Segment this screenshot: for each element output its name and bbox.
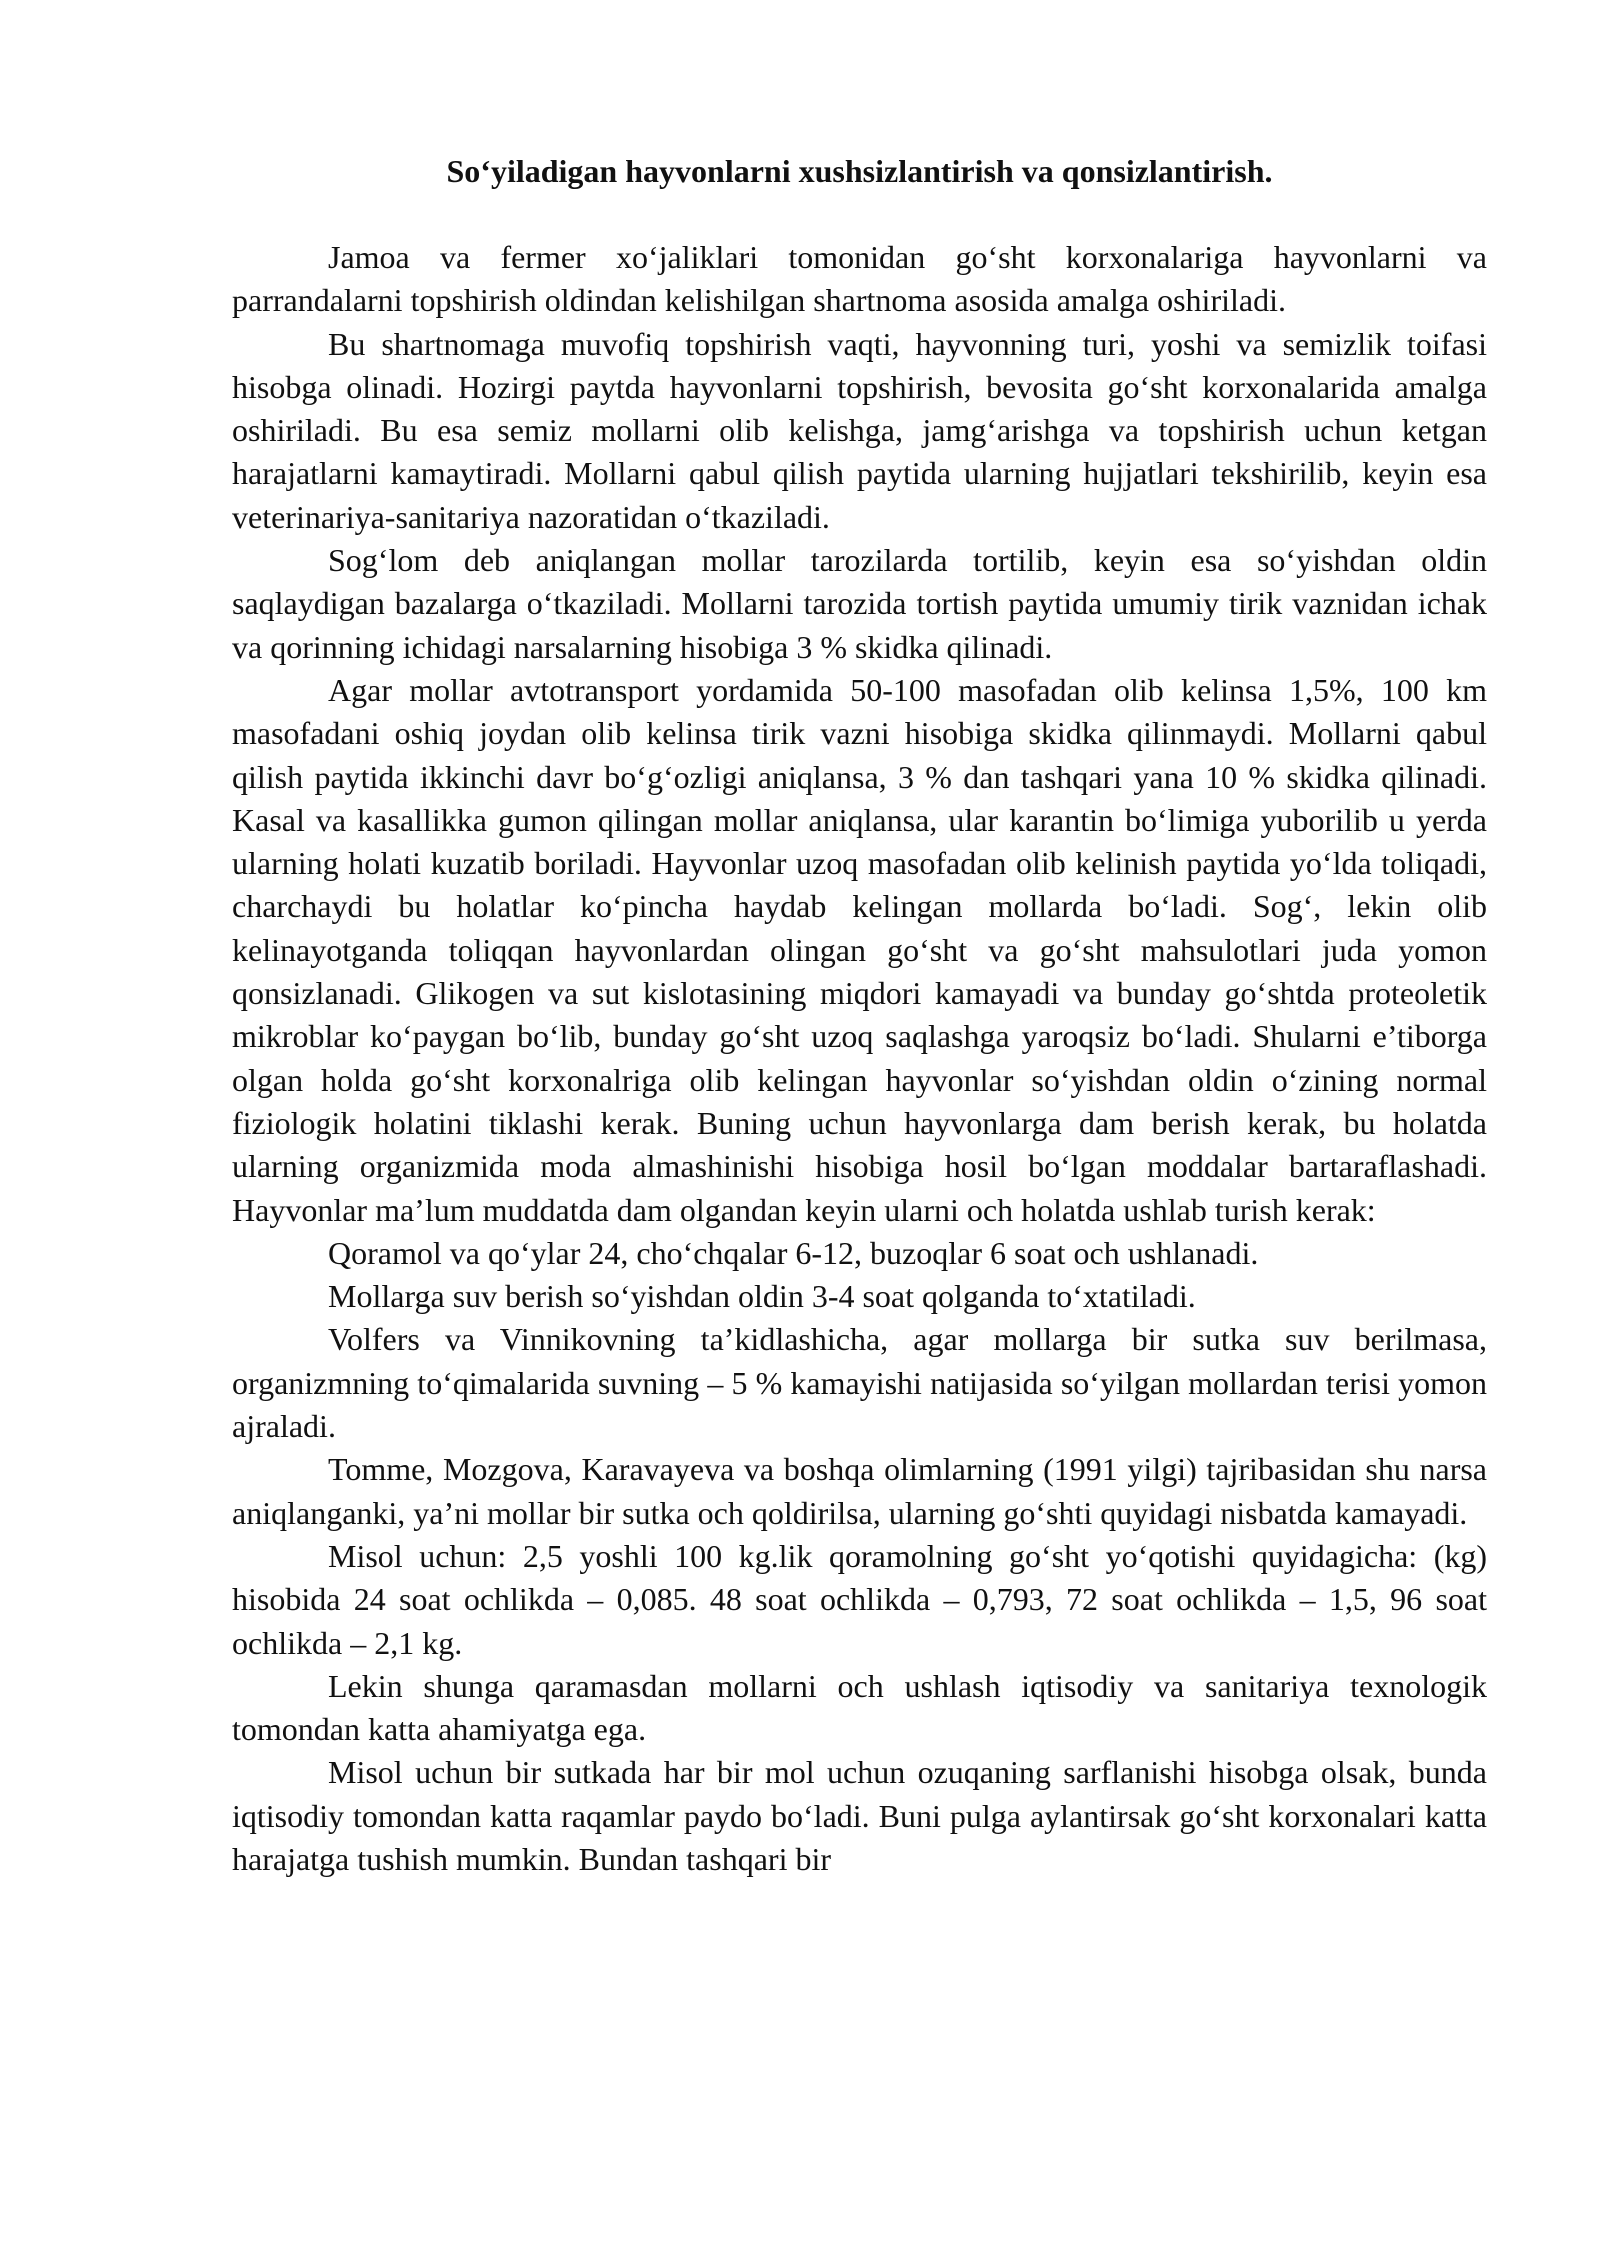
paragraph-7: Volfers va Vinnikovning ta’kidlashicha, agar mollarga bir sutka suv berilmasa, organizmning to‘qimalarida suvning – 5 % kamayishi natijasida so‘yilgan mollardan terisi yomon ajraladi. [232,1321,1487,1445]
paragraph-3: Sog‘lom deb aniqlangan mollar tarozilarda tortilib, keyin esa so‘yishdan oldin saqlaydigan bazalarga o‘tkaziladi. Mollarni tarozida tortish paytida umumiy tirik vaznidan ichak va qorinning ichidagi narsalarning hisobiga 3 % skidka qilinadi. [232,542,1487,665]
paragraph-4: Agar mollar avtotransport yordamida 50-100 masofadan olib kelinsa 1,5%, 100 km masofadani oshiq joydan olib kelinsa tirik vazni hisobiga skidka qilinmaydi. Mollarni qabul qilish paytida ikkinchi davr bo‘g‘ozligi aniqlansa, 3 % dan tashqari yana 10 % skidka qilinadi. Kasal va kasallikka gumon qilingan mollar aniqlansa, ular karantin bo‘limiga yuborilib u yerda ularning holati kuzatib boriladi. Hayvonlar uzoq masofadan olib kelinish paytida yo‘lda toliqadi, charchaydi bu holatlar ko‘pincha haydab kelingan mollarda bo‘ladi. Sog‘, lekin olib kelinayotganda toliqqan hayvonlardan olingan go‘sht va go‘sht mahsulotlari juda yomon qonsizlanadi. Glikogen va sut kislotasining miqdori kamayadi va bunday go‘shtda proteoletik mikroblar ko‘paygan bo‘lib, bunday go‘sht uzoq saqlashga yaroqsiz bo‘ladi. Shularni e’tiborga olgan holda go‘sht korxonalriga olib kelingan hayvonlar so‘yishdan oldin o‘zining normal fiziologik holatini tiklashi kerak. Buning uchun hayvonlarga dam berish kerak, bu holatda ularning organizmida moda almashinishi hisobiga hosil bo‘lgan moddalar bartaraflashadi. Hayvonlar ma’lum muddatda dam olgandan keyin ularni och holatda ushlab turish kerak: [232,671,1487,1228]
paragraph-1: Jamoa va fermer xo‘jaliklari tomonidan go‘sht korxonalariga hayvonlarni va parrandalarni topshirish oldindan kelishilgan shartnoma asosida amalga oshiriladi. [232,239,1487,319]
paragraph-9: Misol uchun: 2,5 yoshli 100 kg.lik qoramolning go‘sht yo‘qotishi quyidagicha: (kg) hisobida 24 soat ochlikda – 0,085. 48 soat ochlikda – 0,793, 72 soat ochlikda – 1,5, 96 soat ochlikda – 2,1 kg. [232,1537,1487,1661]
document-title: So‘yiladigan hayvonlarni xushsizlantirish va qonsizlantirish. [446,153,1273,189]
paragraph-8: Tomme, Mozgova, Karavayeva va boshqa olimlarning (1991 yilgi) tajribasidan shu narsa aniqlanganki, ya’ni mollar bir sutka och qoldirilsa, ularning go‘shti quyidagi nisbatda kamayadi. [232,1451,1487,1531]
paragraph-11: Misol uchun bir sutkada har bir mol uchun ozuqaning sarflanishi hisobga olsak, bunda iqtisodiy tomondan katta raqamlar paydo bo‘ladi. Buni pulga aylantirsak go‘sht korxonalari katta harajatga tushish mumkin. Bundan tashqari bir [232,1754,1487,1877]
paragraph-10: Lekin shunga qaramasdan mollarni och ushlash iqtisodiy va sanitariya texnologik tomondan katta ahamiyatga ega. [232,1667,1487,1748]
document-page [232,150,1487,1881]
paragraph-2: Bu shartnomaga muvofiq topshirish vaqti, hayvonning turi, yoshi va semizlik toifasi hisobga olinadi. Hozirgi paytda hayvonlarni topshirish, bevosita go‘sht korxonalarida amalga oshiriladi. Bu esa semiz mollarni olib kelishga, jamg‘arishga va topshirish uchun ketgan harajatlarni kamaytiradi. Mollarni qabul qilish paytida ularning hujjatlari tekshirilib, keyin esa veterinariya-sanitariya nazoratidan o‘tkaziladi. [232,325,1487,535]
paragraph-6: Mollarga suv berish so‘yishdan oldin 3-4 soat qolganda to‘xtatiladi. [328,1278,1196,1315]
paragraph-5: Qoramol va qo‘ylar 24, cho‘chqalar 6-12, buzoqlar 6 soat och ushlanadi. [328,1234,1259,1271]
